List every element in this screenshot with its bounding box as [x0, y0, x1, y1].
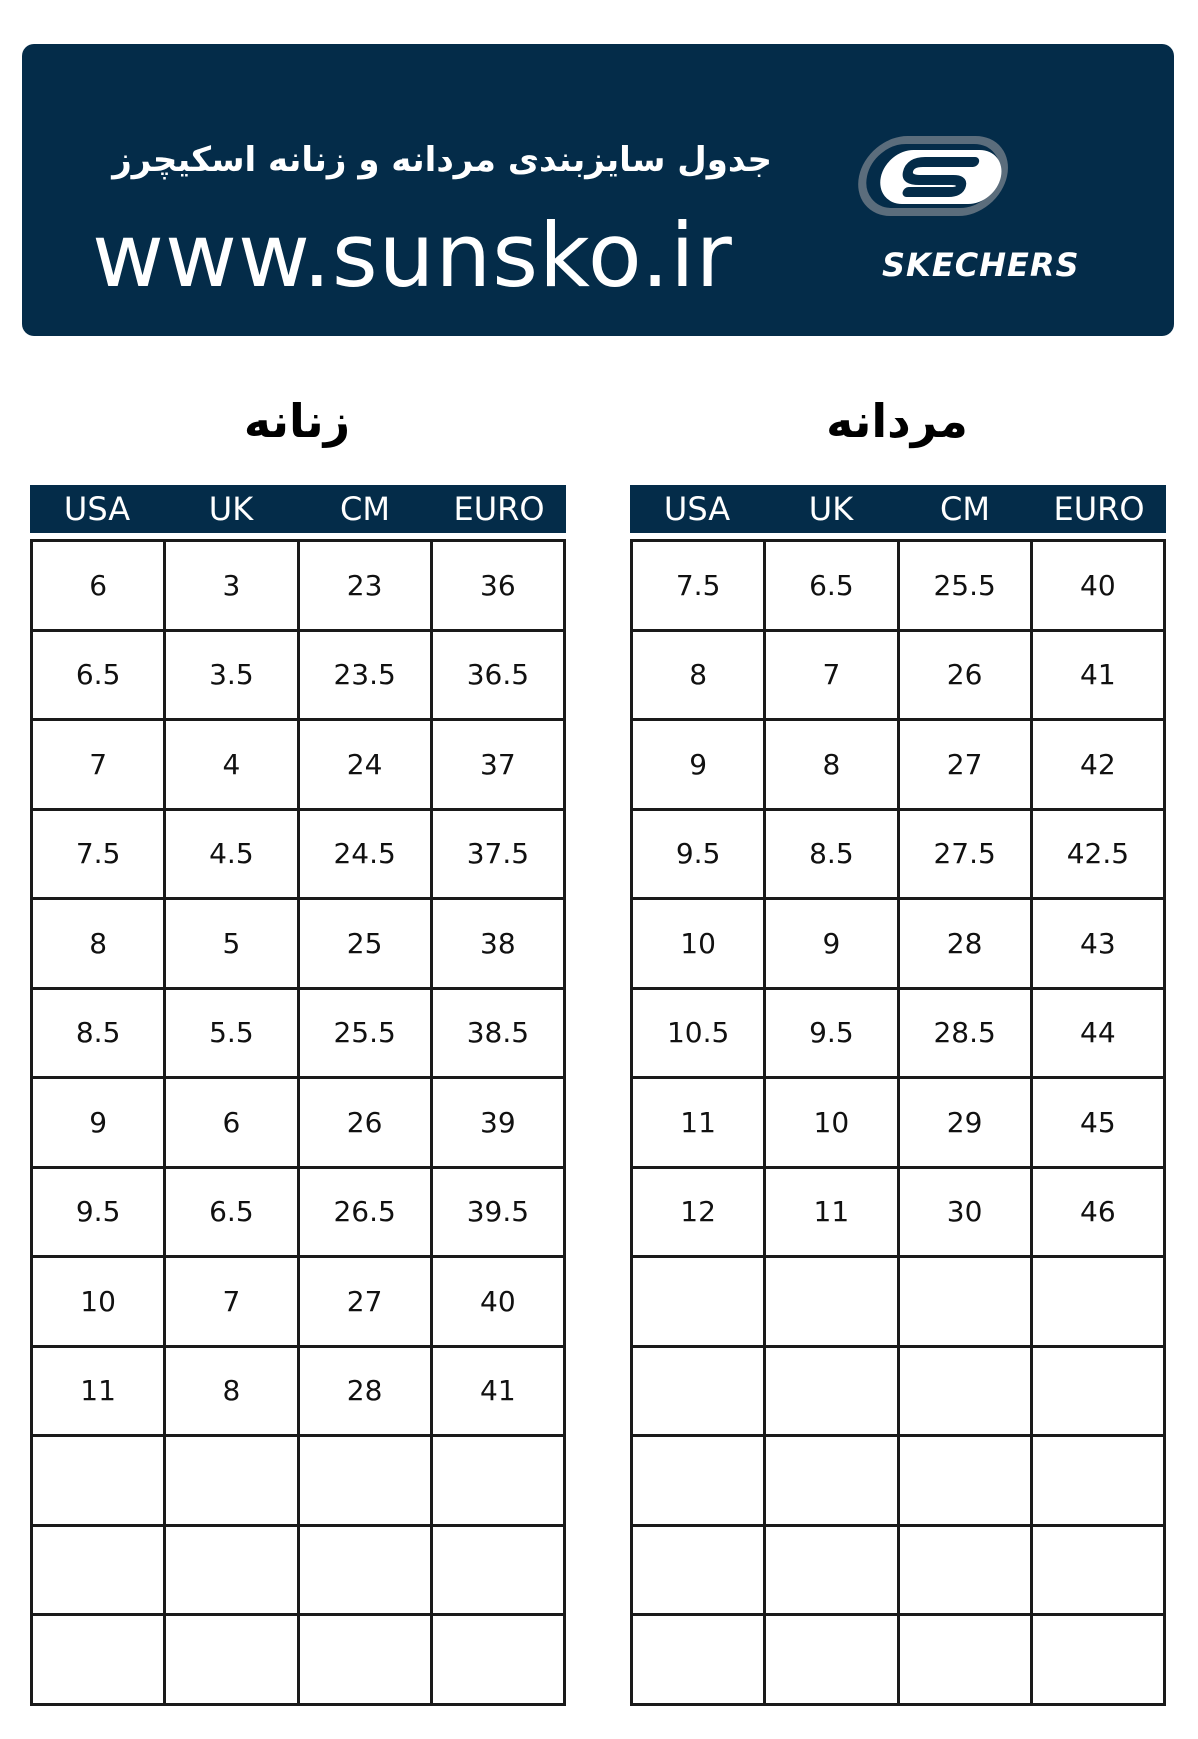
women-header-uk: UK [208, 490, 254, 528]
women-table-cell: 26.5 [300, 1169, 433, 1259]
women-table-cell: 38.5 [433, 990, 566, 1080]
women-table-cell: 26 [300, 1079, 433, 1169]
men-table-body [630, 539, 1166, 1706]
men-size-table [630, 485, 1166, 1706]
women-table-row [33, 990, 566, 1080]
women-table-cell: 39.5 [433, 1169, 566, 1259]
men-table-cell [633, 1348, 766, 1438]
women-table-cell: 41 [433, 1348, 566, 1438]
women-table-cell: 24.5 [300, 811, 433, 901]
men-table-cell [766, 1527, 899, 1617]
women-table-cell: 6.5 [166, 1169, 299, 1259]
men-table-cell: 10.5 [633, 990, 766, 1080]
men-table-cell [900, 1616, 1033, 1706]
men-table-cell: 41 [1033, 632, 1166, 722]
women-table-cell: 8 [166, 1348, 299, 1438]
men-table-cell: 8.5 [766, 811, 899, 901]
women-table-row [33, 1258, 566, 1348]
men-table-cell [633, 1258, 766, 1348]
men-table-row [633, 721, 1166, 811]
men-table-row [633, 811, 1166, 901]
banner-title: جدول سایزبندی مردانه و زنانه اسکیچرز [112, 140, 772, 180]
women-table-cell: 39 [433, 1079, 566, 1169]
women-table-cell [166, 1437, 299, 1527]
women-table-cell: 8 [33, 900, 166, 990]
women-header-cm: CM [340, 490, 390, 528]
men-table-cell: 6.5 [766, 542, 899, 632]
men-table-cell: 7 [766, 632, 899, 722]
men-table-cell: 9.5 [633, 811, 766, 901]
men-table-cell: 8 [633, 632, 766, 722]
men-table-header [630, 485, 1166, 533]
skechers-logo [834, 134, 1134, 294]
men-table-cell: 29 [900, 1079, 1033, 1169]
men-table-cell: 45 [1033, 1079, 1166, 1169]
women-table-cell: 25 [300, 900, 433, 990]
men-table-row [633, 632, 1166, 722]
men-table-cell: 30 [900, 1169, 1033, 1259]
women-table-cell: 7.5 [33, 811, 166, 901]
men-table-cell: 28 [900, 900, 1033, 990]
women-table-cell: 40 [433, 1258, 566, 1348]
women-table-header [30, 485, 566, 533]
men-table-cell: 12 [633, 1169, 766, 1259]
women-table-cell: 25.5 [300, 990, 433, 1080]
women-table-cell: 7 [33, 721, 166, 811]
men-table-row [633, 1616, 1166, 1706]
women-table-row [33, 1348, 566, 1438]
men-table-cell [766, 1616, 899, 1706]
men-header-uk: UK [808, 490, 854, 528]
women-table-cell [300, 1527, 433, 1617]
men-table-cell: 8 [766, 721, 899, 811]
men-table-cell [1033, 1437, 1166, 1527]
men-table-cell: 28.5 [900, 990, 1033, 1080]
men-header-euro: EURO [1053, 490, 1145, 528]
women-table-cell: 28 [300, 1348, 433, 1438]
men-table-cell [1033, 1258, 1166, 1348]
women-table-cell: 4 [166, 721, 299, 811]
men-table-cell [766, 1258, 899, 1348]
men-table-row [633, 542, 1166, 632]
men-table-cell: 44 [1033, 990, 1166, 1080]
women-table-cell: 10 [33, 1258, 166, 1348]
men-table-cell [633, 1616, 766, 1706]
men-table-cell: 7.5 [633, 542, 766, 632]
men-table-row [633, 1169, 1166, 1259]
women-table-cell [300, 1616, 433, 1706]
women-table-row [33, 721, 566, 811]
women-table-cell: 27 [300, 1258, 433, 1348]
skechers-s-icon [834, 134, 1134, 244]
women-table-cell: 5.5 [166, 990, 299, 1080]
women-table-cell [300, 1437, 433, 1527]
women-size-table [30, 485, 566, 1706]
women-table-row [33, 542, 566, 632]
women-table-cell: 6.5 [33, 632, 166, 722]
men-table-cell: 11 [633, 1079, 766, 1169]
men-title: مردانه [826, 394, 968, 448]
men-table-cell [633, 1527, 766, 1617]
men-table-row [633, 900, 1166, 990]
women-table-cell [33, 1527, 166, 1617]
men-table-cell: 9 [766, 900, 899, 990]
men-header-usa: USA [663, 490, 731, 528]
women-table-row [33, 1437, 566, 1527]
men-table-cell [1033, 1348, 1166, 1438]
men-table-row [633, 1527, 1166, 1617]
men-table-row [633, 1437, 1166, 1527]
men-table-cell: 10 [766, 1079, 899, 1169]
women-header-usa: USA [63, 490, 131, 528]
men-table-cell: 10 [633, 900, 766, 990]
women-table-cell [166, 1527, 299, 1617]
men-table-cell: 42 [1033, 721, 1166, 811]
men-table-cell: 9 [633, 721, 766, 811]
women-header-euro: EURO [453, 490, 545, 528]
women-table-cell: 4.5 [166, 811, 299, 901]
men-table-cell: 40 [1033, 542, 1166, 632]
men-table-cell: 42.5 [1033, 811, 1166, 901]
men-table-cell [900, 1437, 1033, 1527]
men-table-cell [766, 1348, 899, 1438]
men-table-row [633, 1079, 1166, 1169]
women-table-cell: 6 [33, 542, 166, 632]
men-table-cell [900, 1348, 1033, 1438]
women-table-cell: 24 [300, 721, 433, 811]
women-table-row [33, 1079, 566, 1169]
men-table-cell [900, 1258, 1033, 1348]
men-table-cell: 11 [766, 1169, 899, 1259]
women-title: زنانه [243, 394, 351, 448]
men-table-row [633, 1348, 1166, 1438]
men-table-cell: 26 [900, 632, 1033, 722]
women-table-body [30, 539, 566, 1706]
women-table-cell: 11 [33, 1348, 166, 1438]
men-table-cell: 43 [1033, 900, 1166, 990]
women-table-cell: 37 [433, 721, 566, 811]
women-table-row [33, 632, 566, 722]
women-table-cell: 9 [33, 1079, 166, 1169]
women-table-cell: 36.5 [433, 632, 566, 722]
women-table-row [33, 900, 566, 990]
men-table-cell [1033, 1616, 1166, 1706]
women-table-cell: 23 [300, 542, 433, 632]
men-table-cell [766, 1437, 899, 1527]
men-table-cell: 9.5 [766, 990, 899, 1080]
men-table-cell: 27 [900, 721, 1033, 811]
men-table-cell [1033, 1527, 1166, 1617]
women-table-row [33, 811, 566, 901]
women-table-cell [33, 1437, 166, 1527]
men-header-cm: CM [940, 490, 990, 528]
men-table-cell [633, 1437, 766, 1527]
women-table-cell: 37.5 [433, 811, 566, 901]
women-table-row [33, 1616, 566, 1706]
women-table-cell: 9.5 [33, 1169, 166, 1259]
men-table-cell: 27.5 [900, 811, 1033, 901]
women-table-cell: 8.5 [33, 990, 166, 1080]
women-table-cell [433, 1437, 566, 1527]
women-table-row [33, 1527, 566, 1617]
women-table-cell: 7 [166, 1258, 299, 1348]
men-table-row [633, 1258, 1166, 1348]
women-table-cell: 23.5 [300, 632, 433, 722]
women-table-cell [166, 1616, 299, 1706]
women-table-cell: 3.5 [166, 632, 299, 722]
women-table-cell [433, 1527, 566, 1617]
women-table-cell: 38 [433, 900, 566, 990]
women-table-cell [33, 1616, 166, 1706]
website-url[interactable]: www.sunsko.ir [92, 204, 733, 307]
women-table-row [33, 1169, 566, 1259]
men-table-cell [900, 1527, 1033, 1617]
women-table-cell: 36 [433, 542, 566, 632]
women-table-cell: 6 [166, 1079, 299, 1169]
header-banner [22, 44, 1174, 336]
men-table-cell: 46 [1033, 1169, 1166, 1259]
women-table-cell: 3 [166, 542, 299, 632]
men-table-row [633, 990, 1166, 1080]
women-table-cell [433, 1616, 566, 1706]
logo-wordmark: SKECHERS [882, 246, 1080, 284]
women-table-cell: 5 [166, 900, 299, 990]
men-table-cell: 25.5 [900, 542, 1033, 632]
